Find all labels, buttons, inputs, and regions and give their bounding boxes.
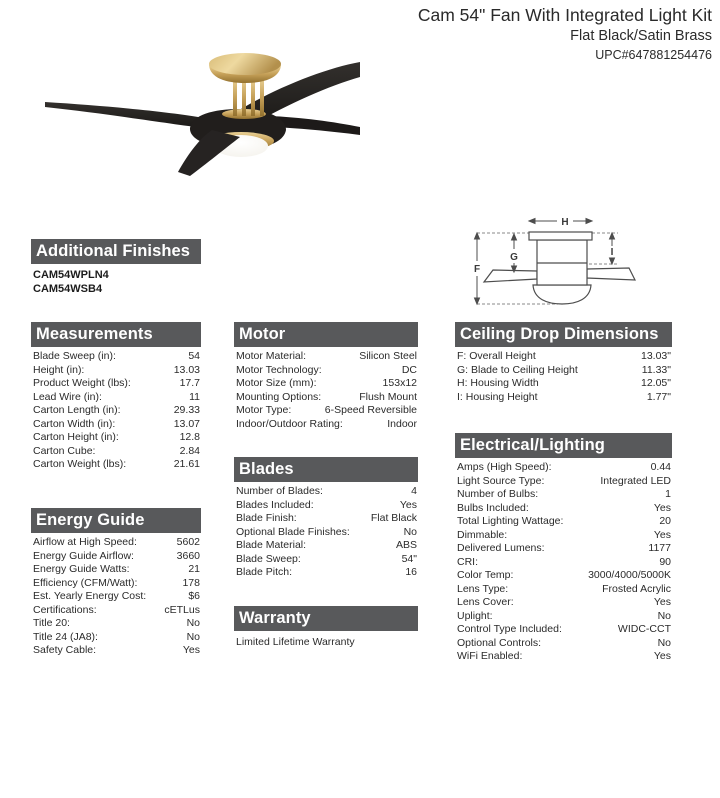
fan-blade-left — [45, 102, 204, 128]
spec-value: Frosted Acrylic — [602, 582, 671, 595]
spec-label: Blade Sweep: — [236, 552, 301, 565]
spec-label: Delivered Lumens: — [457, 542, 545, 554]
spec-label: Carton Height (in): — [33, 431, 119, 443]
dimension-diagram — [465, 200, 700, 315]
spec-value: 11 — [189, 390, 200, 403]
spec-value: No — [657, 609, 671, 622]
spec-value: 90 — [659, 555, 671, 568]
spec-label: Control Type Included: — [457, 623, 562, 635]
spec-row — [31, 590, 201, 604]
section-warranty — [234, 606, 418, 649]
spec-value: 29.33 — [173, 404, 200, 416]
spec-label: Lens Cover: — [457, 596, 514, 608]
motor-rows — [234, 347, 418, 431]
spec-row — [234, 539, 418, 553]
spec-value: Yes — [653, 501, 671, 514]
energy-guide-rows — [31, 533, 201, 658]
spec-value: cETLus — [164, 603, 200, 616]
spec-value: 54 — [188, 350, 200, 362]
spec-label: Blade Material: — [236, 539, 307, 551]
spec-value: 0.44 — [650, 461, 671, 473]
spec-label: Motor Type: — [236, 404, 292, 416]
spec-row — [234, 499, 418, 513]
spec-value: No — [403, 525, 417, 538]
warranty-text: Limited Lifetime Warranty — [236, 636, 355, 648]
spec-row — [455, 583, 672, 597]
spec-row — [31, 445, 201, 459]
spec-row — [31, 577, 201, 591]
spec-row — [455, 542, 672, 556]
spec-row — [31, 364, 201, 378]
spec-label: Product Weight (lbs): — [33, 377, 131, 389]
spec-value: 21 — [188, 563, 200, 575]
spec-row — [31, 350, 201, 364]
spec-value: 153x12 — [382, 377, 417, 389]
spec-row — [31, 536, 201, 550]
product-upc: UPC#647881254476 — [595, 48, 712, 62]
section-header-electrical: Electrical/Lighting — [455, 433, 672, 458]
section-blades — [234, 457, 418, 580]
measurements-rows — [31, 347, 201, 472]
spec-row — [455, 623, 672, 637]
spec-label: Motor Technology: — [236, 363, 322, 376]
spec-label: Mounting Options: — [236, 390, 322, 403]
spec-label: Carton Width (in): — [33, 417, 116, 430]
spec-row — [455, 650, 672, 664]
finish-item: CAM54WSB4 — [33, 283, 103, 295]
spec-label: F: Overall Height — [457, 350, 536, 362]
spec-label: Total Lighting Wattage: — [457, 515, 564, 527]
spec-value: Silicon Steel — [359, 350, 417, 362]
spec-value: 5602 — [176, 536, 200, 548]
spec-row — [455, 529, 672, 543]
spec-value: 12.8 — [179, 431, 200, 443]
section-additional-finishes — [31, 239, 201, 296]
spec-label: Est. Yearly Energy Cost: — [33, 590, 147, 602]
product-finish: Flat Black/Satin Brass — [570, 28, 712, 44]
spec-row — [31, 458, 201, 472]
spec-value: 20 — [659, 515, 671, 527]
spec-label: Dimmable: — [457, 528, 508, 541]
spec-label: CRI: — [457, 555, 478, 568]
finish-list — [31, 264, 201, 296]
spec-row — [31, 404, 201, 418]
section-energy-guide — [31, 508, 201, 658]
diagram-label-h: H — [561, 217, 569, 228]
spec-label: Carton Length (in): — [33, 404, 121, 416]
spec-row — [234, 364, 418, 378]
spec-label: Optional Controls: — [457, 636, 542, 649]
blades-rows — [234, 482, 418, 580]
diagram-label-i: I — [610, 247, 614, 258]
spec-value: 13.07 — [173, 417, 200, 430]
product-title-block — [418, 4, 712, 64]
spec-value: 178 — [182, 576, 200, 589]
section-header-measurements: Measurements — [31, 322, 201, 347]
spec-label: H: Housing Width — [457, 377, 539, 389]
spec-row — [31, 418, 201, 432]
spec-value: Yes — [399, 498, 417, 511]
spec-row — [455, 515, 672, 529]
spec-label: Height (in): — [33, 363, 85, 376]
spec-row — [455, 350, 672, 364]
spec-label: Title 24 (JA8): — [33, 630, 98, 643]
spec-value: Indoor — [387, 417, 417, 430]
spec-value: 13.03" — [640, 350, 671, 362]
section-motor — [234, 322, 418, 431]
spec-value: DC — [401, 363, 417, 376]
spec-label: Lens Type: — [457, 582, 509, 595]
section-measurements — [31, 322, 201, 472]
section-header-warranty: Warranty — [234, 606, 418, 631]
spec-row — [234, 377, 418, 391]
spec-row — [31, 563, 201, 577]
spec-row — [455, 377, 672, 391]
spec-label: Lead Wire (in): — [33, 390, 102, 403]
spec-row — [455, 364, 672, 378]
finish-item: CAM54WPLN4 — [33, 269, 109, 281]
product-photo — [30, 30, 360, 225]
spec-label: Blades Included: — [236, 498, 314, 511]
spec-row — [31, 377, 201, 391]
section-header-additional-finishes: Additional Finishes — [31, 239, 201, 264]
spec-value: Yes — [182, 644, 200, 656]
spec-value: 21.61 — [173, 458, 200, 470]
spec-row — [31, 391, 201, 405]
spec-row — [455, 610, 672, 624]
spec-row — [455, 502, 672, 516]
spec-value: 6-Speed Reversible — [324, 404, 417, 416]
spec-row — [455, 569, 672, 583]
spec-value: 3000/4000/5000K — [588, 569, 671, 581]
spec-value: $6 — [188, 590, 200, 602]
spec-row — [455, 637, 672, 651]
spec-label: Motor Size (mm): — [236, 377, 317, 389]
spec-value: 13.03 — [173, 363, 200, 376]
spec-label: Blade Pitch: — [236, 566, 293, 578]
spec-row — [455, 475, 672, 489]
spec-label: Efficiency (CFM/Watt): — [33, 576, 138, 589]
spec-value: 17.7 — [179, 377, 200, 389]
spec-label: Blade Sweep (in): — [33, 350, 116, 362]
spec-label: Light Source Type: — [457, 474, 545, 487]
spec-value: 1.77" — [646, 390, 671, 403]
diagram-label-g: G — [510, 252, 518, 263]
spec-label: Bulbs Included: — [457, 501, 529, 514]
section-header-motor: Motor — [234, 322, 418, 347]
spec-value: Integrated LED — [600, 474, 671, 487]
spec-row — [31, 617, 201, 631]
spec-row — [234, 418, 418, 432]
fan-canopy — [209, 53, 281, 83]
product-title: Cam 54" Fan With Integrated Light Kit — [417, 5, 712, 25]
section-electrical-lighting — [455, 433, 672, 664]
spec-label: Title 20: — [33, 617, 70, 629]
spec-value: No — [657, 636, 671, 649]
spec-label: Indoor/Outdoor Rating: — [236, 417, 343, 430]
spec-label: Color Temp: — [457, 569, 514, 581]
spec-row — [31, 631, 201, 645]
spec-label: Certifications: — [33, 603, 97, 616]
spec-value: 3660 — [176, 549, 200, 562]
spec-row — [455, 461, 672, 475]
spec-row — [234, 526, 418, 540]
spec-label: Energy Guide Watts: — [33, 563, 130, 575]
spec-row — [455, 391, 672, 405]
spec-label: G: Blade to Ceiling Height — [457, 363, 578, 376]
section-header-ceiling-drop: Ceiling Drop Dimensions — [455, 322, 672, 347]
spec-label: Optional Blade Finishes: — [236, 525, 350, 538]
spec-row — [31, 431, 201, 445]
spec-label: Safety Cable: — [33, 644, 97, 656]
spec-value: 2.84 — [179, 444, 200, 457]
spec-value: 54" — [401, 552, 417, 565]
spec-value: 1177 — [648, 542, 671, 554]
spec-value: No — [186, 617, 200, 629]
spec-label: Blade Finish: — [236, 512, 297, 524]
spec-label: Carton Cube: — [33, 444, 96, 457]
spec-row — [31, 644, 201, 658]
spec-row — [234, 566, 418, 580]
spec-value: 16 — [405, 566, 417, 578]
ceiling-drop-rows — [455, 347, 672, 404]
spec-label: Energy Guide Airflow: — [33, 549, 134, 562]
spec-row — [31, 604, 201, 618]
spec-value: 11.33" — [641, 363, 671, 376]
spec-label: Number of Blades: — [236, 485, 323, 497]
spec-label: Carton Weight (lbs): — [33, 458, 127, 470]
spec-value: ABS — [395, 539, 417, 551]
spec-row — [234, 512, 418, 526]
diagram-label-f: F — [473, 264, 481, 275]
spec-value: Yes — [653, 596, 671, 608]
spec-row — [455, 596, 672, 610]
spec-value: Flush Mount — [359, 390, 417, 403]
spec-label: Motor Material: — [236, 350, 307, 362]
section-header-blades: Blades — [234, 457, 418, 482]
spec-label: Airflow at High Speed: — [33, 536, 137, 548]
spec-value: Yes — [653, 528, 671, 541]
electrical-rows — [455, 458, 672, 664]
spec-row — [455, 556, 672, 570]
spec-value: 1 — [665, 488, 671, 500]
spec-label: I: Housing Height — [457, 390, 538, 403]
section-header-energy-guide: Energy Guide — [31, 508, 201, 533]
spec-row — [31, 550, 201, 564]
spec-value: No — [186, 630, 200, 643]
spec-row — [234, 485, 418, 499]
spec-row — [234, 391, 418, 405]
spec-label: Amps (High Speed): — [457, 461, 552, 473]
spec-row — [455, 488, 672, 502]
spec-value: 12.05" — [640, 377, 671, 389]
spec-value: WIDC-CCT — [617, 623, 671, 635]
section-ceiling-drop-dimensions — [455, 322, 672, 404]
spec-value: Flat Black — [370, 512, 417, 524]
spec-label: Uplight: — [457, 609, 493, 622]
spec-row — [234, 553, 418, 567]
spec-value: 4 — [411, 485, 417, 497]
spec-row — [234, 404, 418, 418]
spec-label: WiFi Enabled: — [457, 650, 523, 662]
spec-label: Number of Bulbs: — [457, 488, 539, 500]
spec-value: Yes — [653, 650, 671, 662]
spec-row — [234, 350, 418, 364]
